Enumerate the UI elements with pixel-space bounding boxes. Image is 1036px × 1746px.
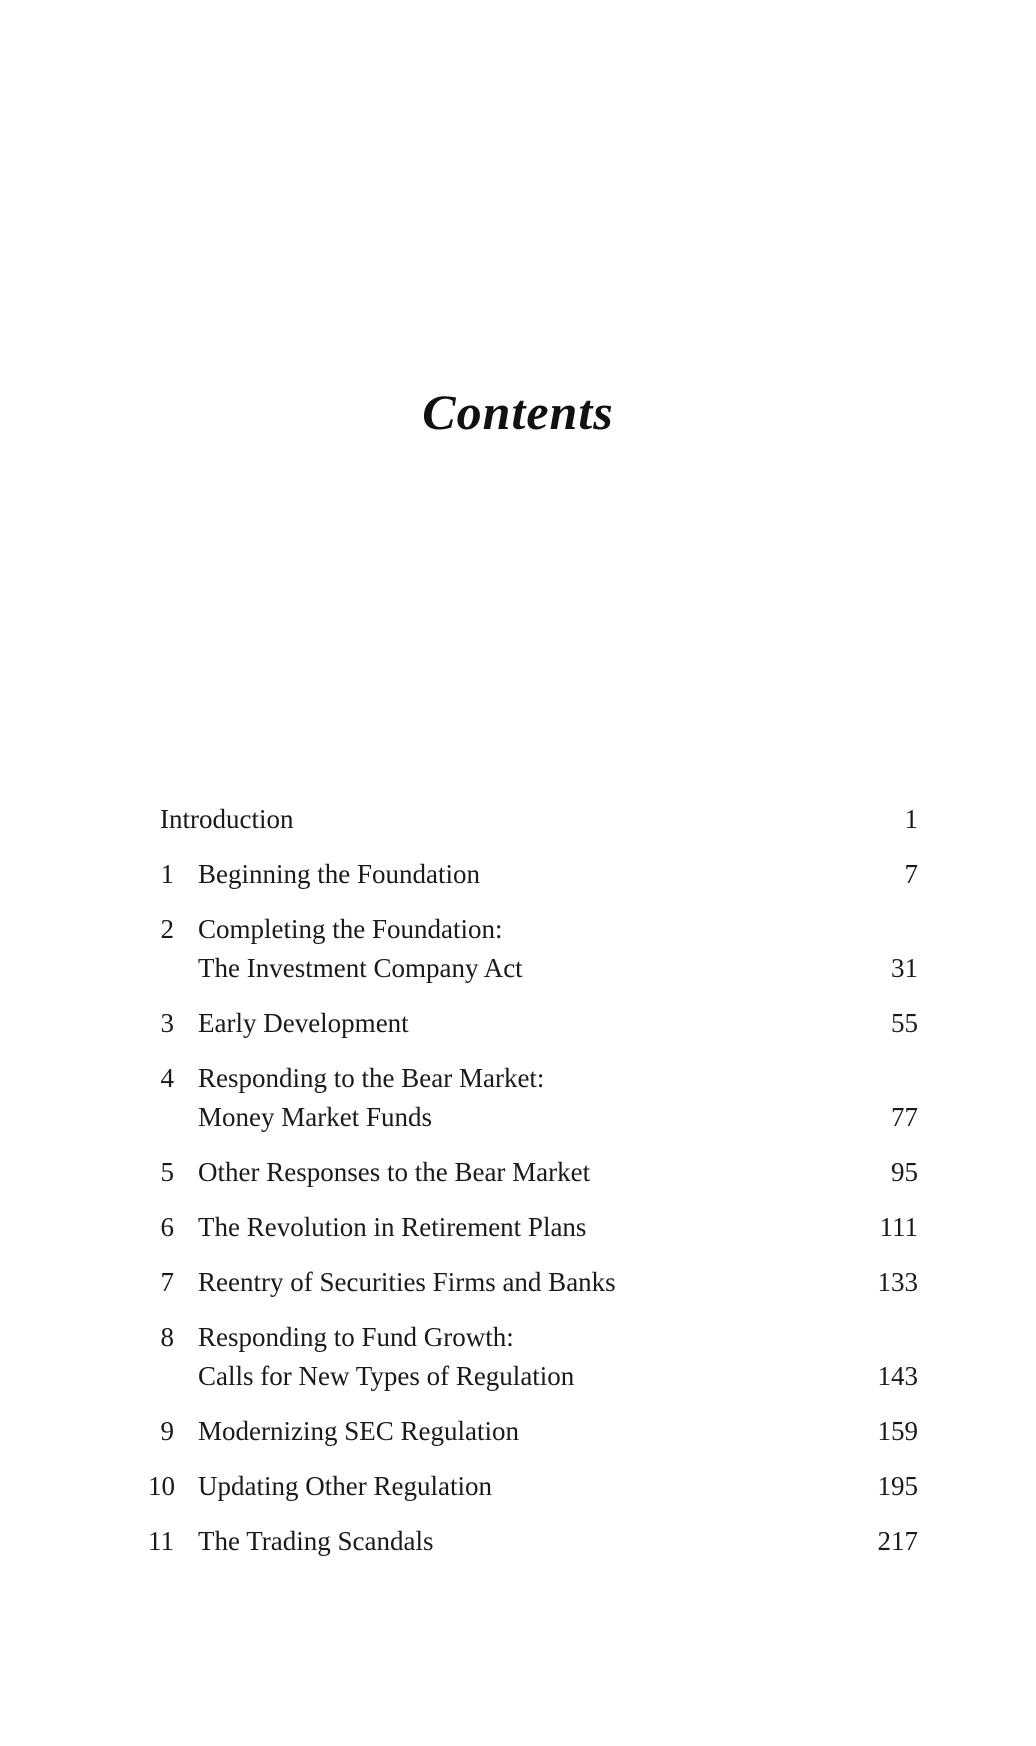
toc-entry-title [198, 1263, 918, 1302]
toc-page-number: 143 [877, 1361, 918, 1391]
toc-chapter-number: 4 [160, 1063, 174, 1093]
toc-entry-line: Reentry of Securities Firms and Banks [198, 1267, 616, 1297]
toc-page-number: 111 [879, 1212, 918, 1242]
toc-chapter-number: 10 [148, 1471, 175, 1501]
toc-entry-title [198, 1208, 918, 1247]
toc-chapter-number: 8 [160, 1322, 174, 1352]
toc-page-number: 77 [891, 1102, 918, 1132]
toc-entry-line: Responding to Fund Growth: [198, 1322, 514, 1352]
toc-entry-chapter-7 [148, 1263, 918, 1302]
toc-entry-title [198, 1522, 918, 1561]
toc-page-number: 7 [904, 859, 918, 889]
toc-chapter-number: 3 [160, 1008, 174, 1038]
toc-chapter-number: 11 [148, 1526, 174, 1556]
toc-entry-title [198, 1059, 918, 1137]
page-title: Contents [422, 384, 614, 440]
toc-entry-title [160, 800, 918, 839]
toc-entry-line: Other Responses to the Bear Market [198, 1157, 591, 1187]
toc-entry-chapter-2 [148, 910, 918, 988]
toc-entry-chapter-9 [148, 1412, 918, 1451]
toc-entry-line: Introduction [160, 804, 294, 834]
toc-chapter-number: 2 [160, 914, 174, 944]
toc-entry-line: Beginning the Foundation [198, 859, 480, 889]
toc-page-number: 55 [891, 1008, 918, 1038]
toc-entry-title [198, 1004, 918, 1043]
toc-page-number: 31 [891, 953, 918, 983]
toc-entry-chapter-3 [148, 1004, 918, 1043]
toc-chapter-number: 9 [160, 1416, 174, 1446]
toc-entry-line: The Investment Company Act [198, 953, 523, 983]
toc-entry-title [198, 1153, 918, 1192]
toc-entry-title [198, 855, 918, 894]
toc-entry-line: Responding to the Bear Market: [198, 1063, 545, 1093]
toc-entry-title [198, 1318, 918, 1396]
toc-chapter-number: 6 [160, 1212, 174, 1242]
toc-entry-title [198, 1467, 918, 1506]
toc-entry-line: Completing the Foundation: [198, 914, 503, 944]
toc-entry-chapter-5 [148, 1153, 918, 1192]
toc-entry-chapter-6 [148, 1208, 918, 1247]
toc-entry-chapter-1 [148, 855, 918, 894]
toc-page-number: 195 [877, 1471, 918, 1501]
toc-entry-chapter-4 [148, 1059, 918, 1137]
toc-entry-title [198, 910, 918, 988]
toc-page-number: 217 [877, 1526, 918, 1556]
toc-entry-line: Calls for New Types of Regulation [198, 1361, 575, 1391]
toc-entry-chapter-10 [148, 1467, 918, 1506]
toc-entry-line: Modernizing SEC Regulation [198, 1416, 519, 1446]
toc-entry-chapter-8 [148, 1318, 918, 1396]
toc-entry-title [198, 1412, 918, 1451]
toc-chapter-number: 5 [160, 1157, 174, 1187]
toc-entry-chapter-11 [148, 1522, 918, 1561]
toc-page-number: 95 [891, 1157, 918, 1187]
toc-chapter-number: 1 [160, 859, 174, 889]
toc-entry-line: Updating Other Regulation [198, 1471, 492, 1501]
toc-entry-line: Money Market Funds [198, 1102, 432, 1132]
toc-entry-introduction [148, 800, 918, 839]
toc-chapter-number: 7 [160, 1267, 174, 1297]
toc-entry-line: Early Development [198, 1008, 409, 1038]
toc-page-number: 159 [877, 1416, 918, 1446]
toc-page-number: 1 [904, 804, 918, 834]
toc-entry-line: The Revolution in Retirement Plans [198, 1212, 587, 1242]
table-of-contents [148, 800, 918, 1577]
toc-entry-line: The Trading Scandals [198, 1526, 434, 1556]
toc-page-number: 133 [877, 1267, 918, 1297]
